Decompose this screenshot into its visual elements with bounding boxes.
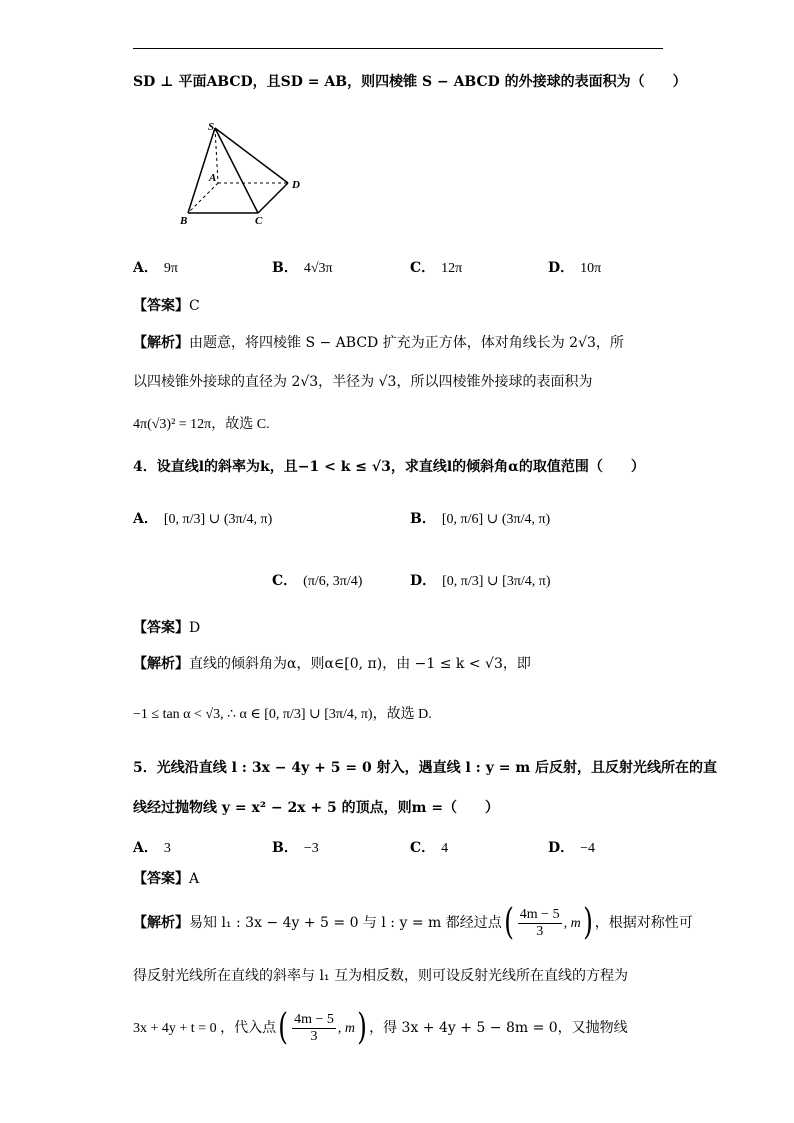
q3-analysis-3: 4π(√3)² = 12π，故选 C.	[133, 417, 270, 432]
q3-option-a[interactable]: A． 9π	[133, 260, 178, 276]
label-a: A	[209, 172, 217, 184]
q5-answer: 【答案】A	[133, 871, 200, 887]
label-c: C	[255, 215, 263, 227]
q4-option-b[interactable]: B． [0, π/6] ∪ (3π/4, π)	[410, 511, 551, 527]
q3-analysis-1: 【解析】由题意，将四棱锥 S − ABCD 扩充为正方体，体对角线长为 2√3，所	[133, 335, 624, 351]
label-b: B	[180, 215, 188, 227]
label-d: D	[292, 179, 300, 191]
q5-stem-1: 5．光线沿直线 l : 3x − 4y + 5 = 0 射入，遇直线 l : y = m 后反射，且反射光线所在的直	[133, 760, 718, 776]
q4-answer: 【答案】D	[133, 620, 201, 636]
q5-option-d[interactable]: D． −4	[548, 840, 596, 856]
q4-stem: 4．设直线l的斜率为k，且−1 < k ≤ √3，求直线l的倾斜角α的取值范围（ ）	[133, 459, 645, 475]
q5-option-b[interactable]: B． −3	[272, 840, 319, 856]
q5-option-c[interactable]: C． 4	[410, 840, 449, 856]
q3-analysis-2: 以四棱锥外接球的直径为 2√3，半径为 √3，所以四棱锥外接球的表面积为	[133, 374, 593, 390]
q5-analysis-1: 【解析】易知 l₁ : 3x − 4y + 5 = 0 与 l : y = m 都经过点( $\frac{4m - 5}{3}$ , m) ，根据对称性可	[133, 902, 693, 943]
q3-option-d[interactable]: D． 10π	[548, 260, 602, 276]
header-rule	[133, 48, 663, 49]
q4-analysis-2: −1 ≤ tan α < √3, ∴ α ∈ [0, π/3] ∪ [3π/4, π)，故选 D.	[133, 707, 432, 722]
pyramid-figure	[178, 118, 308, 230]
q5-option-a[interactable]: A． 3	[133, 840, 171, 856]
q5-analysis-3: 3x + 4y + t = 0 ，代入点( $\frac{4m - 5}{3}$ , m) ，得 3x + 4y + 5 − 8m = 0，又抛物线	[133, 1007, 628, 1048]
q3-option-c[interactable]: C． 12π	[410, 260, 463, 276]
q4-interval: [0, π/3] ∪ [3π/4, π)	[264, 707, 373, 722]
q5-stem-2: 线经过抛物线 y = x² − 2x + 5 的顶点，则m =（ ）	[133, 800, 500, 816]
q4-analysis-1: 【解析】直线的倾斜角为α，则α∈[0, π)，由 −1 ≤ k < √3，即	[133, 656, 531, 672]
q4-option-a[interactable]: A． [0, π/3] ∪ (3π/4, π)	[133, 511, 273, 527]
q5-analysis-2: 得反射光线所在直线的斜率与 l₁ 互为相反数，则可设反射光线所在直线的方程为	[133, 968, 628, 984]
q3-stem: SD ⊥ 平面ABCD，且SD = AB，则四棱锥 S − ABCD 的外接球的表面积为（ ）	[133, 74, 687, 90]
q3-option-b[interactable]: B． 4√3π	[272, 260, 333, 276]
q4-option-c[interactable]: C． (π/6, 3π/4)	[272, 573, 363, 589]
label-s: S	[208, 121, 215, 133]
q3-answer: 【答案】C	[133, 298, 200, 314]
q4-option-d[interactable]: D． [0, π/3] ∪ [3π/4, π)	[410, 573, 551, 589]
